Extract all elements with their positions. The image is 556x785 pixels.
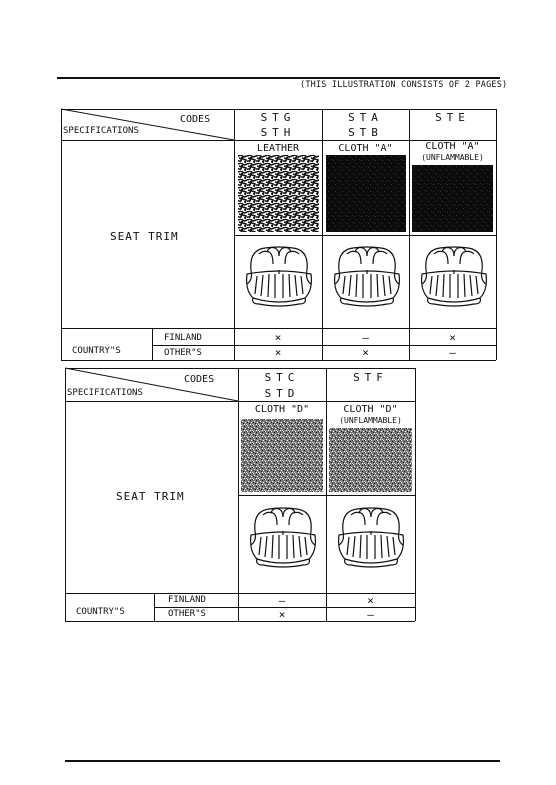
mark-finland: — [362,331,369,344]
codes-label: CODES [184,374,215,385]
mark-others: — [367,608,374,621]
code-line-2: STB [348,126,383,139]
mark-others: × [274,346,282,359]
mark-finland: × [449,331,456,344]
seat-illustration [330,501,412,571]
specifications-label: SPECIFICATIONS [63,126,139,136]
codes-label: CODES [180,114,211,125]
pages-note: (THIS ILLUSTRATION CONSISTS OF 2 PAGES) [300,80,508,90]
trim-swatch-noise [241,419,323,492]
code-line-2: STH [260,126,296,139]
seat-illustration [238,240,320,310]
mark-finland: × [274,331,282,344]
trim-name: CLOTH "D" [343,404,398,415]
trim-name: CLOTH "A" [425,141,480,152]
specifications-label: SPECIFICATIONS [67,388,143,398]
mark-finland: — [278,594,286,607]
top-rule [57,77,500,79]
mark-others: × [278,608,286,621]
code-line-2: STD [264,387,300,400]
mark-others: — [449,346,456,359]
seat-illustration [326,240,408,310]
trim-subname: (UNFLAMMABLE) [339,416,402,425]
code-line-1: STA [348,111,383,124]
trim-swatch-dark [412,165,493,232]
country-row-finland: FINLAND [168,595,206,605]
trim-name: LEATHER [256,143,300,154]
seat-trim-label: SEAT TRIM [110,230,179,243]
country-row-finland: FINLAND [164,333,202,343]
mark-others: × [362,346,369,359]
country-label: COUNTRY"S [72,346,121,356]
country-row-others: OTHER"S [164,348,202,358]
seat-illustration [242,501,324,571]
bottom-rule [65,760,500,762]
trim-name: CLOTH "A" [338,143,393,154]
seat-illustration [413,240,495,310]
country-row-others: OTHER"S [168,609,206,619]
seat-trim-label: SEAT TRIM [116,490,185,503]
mark-finland: × [367,594,374,607]
trim-swatch-dark [326,155,406,232]
trim-swatch-leather [238,155,319,232]
trim-subname: (UNFLAMMABLE) [421,153,484,162]
country-label: COUNTRY"S [76,607,125,617]
code-line-1: STC [264,371,300,384]
code-line-1: STE [435,111,470,124]
code-line-1: STF [353,371,388,384]
trim-swatch-noise [329,428,412,492]
code-line-1: STG [260,111,296,124]
trim-name: CLOTH "D" [254,404,310,415]
